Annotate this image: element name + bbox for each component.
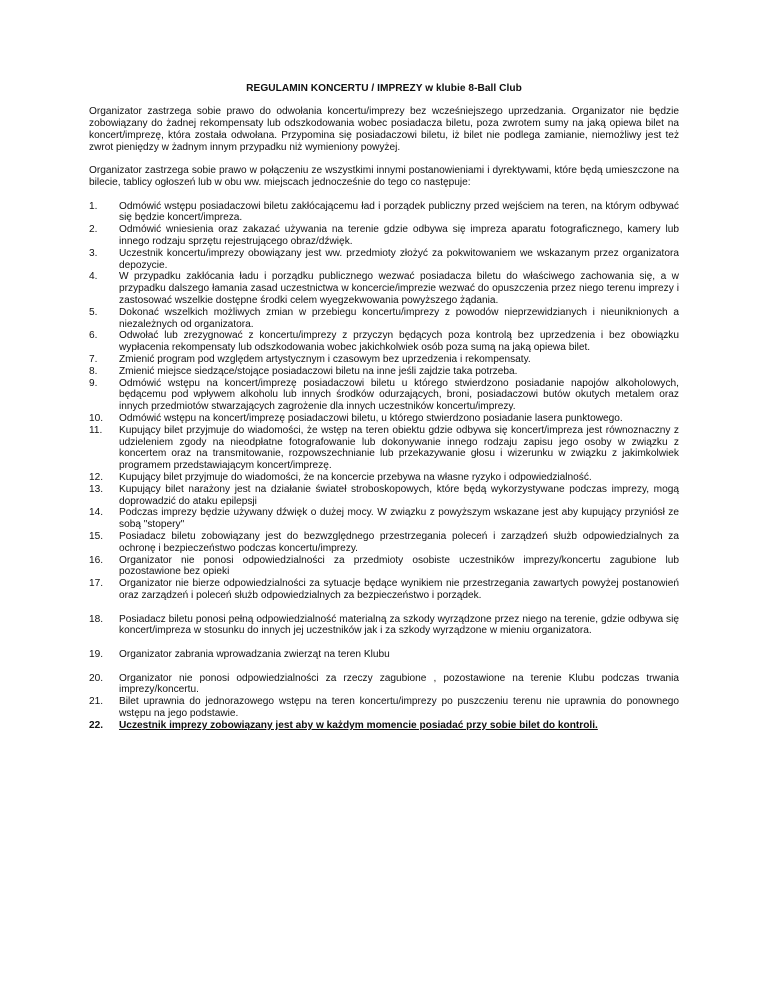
rule-number: 13. xyxy=(89,483,104,495)
intro-paragraph-1: Organizator zastrzega sobie prawo do odwołania koncertu/imprezy bez wcześniejszego uprzedzania. Organizator nie będzie zobowiązany do żadnej rekompensaty lub odszkodowania wobec posiadacza biletu, poza zwrotem sumy na jaką opiewa bilet na koncert/imprezę, która została odwołana. Przypomina się posiadaczowi biletu, iż bilet nie podlega zamianie, niemożliwy jest też zwrot pieniędzy w żadnym innym przypadku niż wymieniony powyżej. xyxy=(89,106,679,153)
rule-number: 17. xyxy=(89,578,104,590)
document-title: REGULAMIN KONCERTU / IMPREZY w klubie 8-Ball Club xyxy=(246,83,522,94)
rule-number: 16. xyxy=(89,554,104,566)
rule-item xyxy=(89,531,679,555)
rule-text: Organizator nie bierze odpowiedzialności za sytuacje będące wynikiem nie przestrzegania zawartych powyżej postanowień oraz zarządzeń i poleceń służb odpowiedzialnych za bezpieczeństwo i porządek. xyxy=(119,578,679,601)
rule-item xyxy=(89,578,679,602)
rule-item xyxy=(89,720,679,732)
rule-item xyxy=(89,248,679,272)
rule-text: Zmienić program pod względem artystycznym i czasowym bez uprzedzenia i rekompensaty. xyxy=(119,354,531,366)
rule-text: Odmówić wstępu na koncert/imprezę posiadaczowi biletu u którego stwierdzono posiadanie napojów alkoholowych, będącemu pod wpływem alkoholu lub innych środków odurzających, broni, posiadaczowi butów okutych metalem oraz innych przedmiotów stwarzających zagrożenie dla innych uczestników koncertu/imprezy. xyxy=(119,377,679,413)
rule-text: Kupujący bilet przyjmuje do wiadomości, że na koncercie przebywa na własne ryzyko i odpowiedzialność. xyxy=(119,472,592,483)
rule-number: 12. xyxy=(89,472,104,483)
rule-item xyxy=(89,330,679,354)
rule-item xyxy=(89,307,679,331)
rule-item xyxy=(89,224,679,248)
rule-item xyxy=(89,271,679,306)
rule-number: 2. xyxy=(89,224,98,236)
rule-text: Zmienić miejsce siedzące/stojące posiadaczowi biletu na inne jeśli zajdzie taka potrzeba. xyxy=(119,365,518,377)
rule-item xyxy=(89,354,679,366)
rule-text: Uczestnik imprezy zobowiązany jest aby w każdym momencie posiadać przy sobie bilet do kontroli. xyxy=(119,719,598,731)
rule-item xyxy=(89,614,679,638)
rule-number: 7. xyxy=(89,354,98,366)
rule-text: Podczas imprezy będzie używany dźwięk o dużej mocy. W związku z powyższym wskazane jest aby kupujący przyniósł ze sobą "stopery" xyxy=(119,507,679,531)
rule-text: Organizator nie ponosi odpowiedzialności za przedmioty osobiste uczestników imprezy/koncertu zagubione lub pozostawione bez opieki xyxy=(119,554,679,578)
rule-text: Kupujący bilet przyjmuje do wiadomości, że wstęp na teren obiektu gdzie odbywa się koncert/impreza jest równoznaczny z udzieleniem zgody na nieodpłatne fotografowanie lub dokonywanie innego rodzaju zapisu jego osoby w związku z koncertem oraz na transmitowanie, rozpowszechnianie lub przekazywanie głosu i wizerunku w związku z jakimkolwiek programem przedstawiającym koncert/imprezę. xyxy=(119,424,679,472)
rule-number: 9. xyxy=(89,377,98,389)
rule-item xyxy=(89,649,679,661)
rule-text: Odmówić wniesienia oraz zakazać używania na terenie gdzie odbywa się impreza aparatu fotograficznego, kamery lub innego rodzaju sprzętu rejestrującego obraz/dźwięk. xyxy=(119,224,679,248)
rule-item xyxy=(89,484,679,508)
rule-text: Posiadacz biletu zobowiązany jest do bezwzględnego przestrzegania poleceń i zarządzeń służb odpowiedzialnych za ochronę i bezpieczeństwo podczas koncertu/imprezy. xyxy=(119,530,679,554)
rule-text: Dokonać wszelkich możliwych zmian w przebiegu koncertu/imprezy z powodów nieprzewidzianych i nieuniknionych a niezależnych od organizatora. xyxy=(119,306,679,330)
rule-item xyxy=(89,696,679,720)
rule-text: Odmówić wstępu na koncert/imprezę posiadaczowi biletu, u którego stwierdzono posiadanie lasera punktowego. xyxy=(119,413,623,425)
rule-item xyxy=(89,425,679,472)
rule-text: Uczestnik koncertu/imprezy obowiązany jest ww. przedmioty złożyć za pokwitowaniem we wskazanym przez organizatora depozycie. xyxy=(119,247,679,271)
rule-item xyxy=(89,673,679,697)
rule-number: 14. xyxy=(89,507,104,519)
document-page xyxy=(89,83,679,732)
rule-item xyxy=(89,366,679,378)
rule-item xyxy=(89,507,679,531)
rule-number: 20. xyxy=(89,672,104,684)
rule-number: 11. xyxy=(89,424,103,436)
rule-number: 18. xyxy=(89,613,104,625)
rule-number: 4. xyxy=(89,271,98,283)
rule-number: 5. xyxy=(89,306,98,318)
rule-item xyxy=(89,472,679,484)
rule-number: 21. xyxy=(89,696,104,708)
rule-number: 8. xyxy=(89,365,98,377)
rule-number: 1. xyxy=(89,200,98,212)
rule-item xyxy=(89,413,679,425)
rule-text: Organizator zabrania wprowadzania zwierząt na teren Klubu xyxy=(119,648,390,660)
rule-text: Odmówić wstępu posiadaczowi biletu zakłócającemu ład i porządek publiczny przed wejściem na teren, na którym odbywać się będzie koncert/impreza. xyxy=(119,200,679,224)
rule-text: Odwołać lub zrezygnować z koncertu/imprezy z przyczyn będących poza kontrolą bez uprzedzenia i bez obowiązku wypłacenia rekompensaty lub odszkodowania wobec jakichkolwiek osób poza sumą na jaką opiewa bilet. xyxy=(119,330,679,354)
rule-number: 15. xyxy=(89,530,104,542)
rule-number: 22. xyxy=(89,719,104,731)
rule-number: 3. xyxy=(89,247,98,259)
intro-paragraph-2: Organizator zastrzega sobie prawo w połączeniu ze wszystkimi innymi postanowieniami i dyrektywami, które będą umieszczone na bilecie, tablicy ogłoszeń lub w obu ww. miejscach jednocześnie do tego co następuje: xyxy=(89,165,679,189)
rule-text: Organizator nie ponosi odpowiedzialności za rzeczy zagubione , pozostawione na terenie Klubu podczas trwania imprezy/koncertu. xyxy=(119,672,679,696)
rule-text: Bilet uprawnia do jednorazowego wstępu na teren koncertu/imprezy po puszczeniu terenu nie uprawnia do ponownego wstępu na jego podstawie. xyxy=(119,696,679,719)
rule-text: W przypadku zakłócania ładu i porządku publicznego wezwać posiadacza biletu do właściwego zachowania się, a w przypadku dalszego łamania zasad uczestnictwa w koncercie/imprezie wezwać do opuszczenia przez niego terenu imprezy i zastosować wszelkie dostępne środki celem wyegzekwowania powyższego żądania. xyxy=(119,271,679,307)
rule-text: Kupujący bilet narażony jest na działanie świateł stroboskopowych, które będą wykorzystywane podczas imprezy, mogą doprowadzić do ataku epilepsji xyxy=(119,483,679,507)
rule-item xyxy=(89,378,679,413)
rules-list xyxy=(89,201,679,732)
rule-number: 6. xyxy=(89,330,98,342)
rule-number: 19. xyxy=(89,648,104,660)
rule-number: 10. xyxy=(89,413,104,425)
rule-item xyxy=(89,555,679,579)
rule-item xyxy=(89,201,679,225)
rule-text: Posiadacz biletu ponosi pełną odpowiedzialność materialną za szkody wyrządzone przez niego na terenie, gdzie odbywa się koncert/impreza w stosunku do innych jej uczestników jak i za szkody wyrządzone w mieniu organizatora. xyxy=(119,613,679,637)
